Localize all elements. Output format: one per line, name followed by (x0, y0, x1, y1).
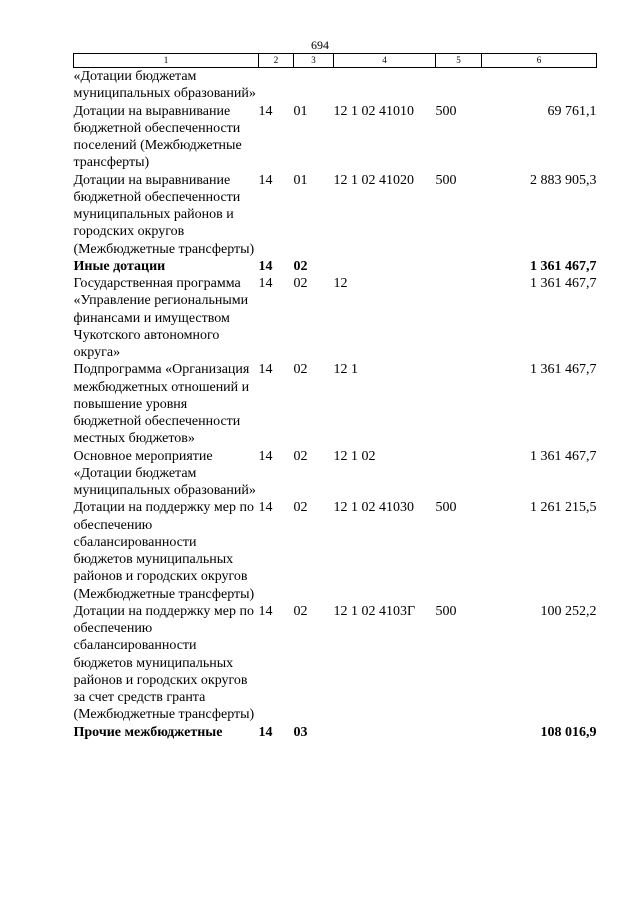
row-name: Подпрограмма «Организация межбюджетных отношений и повышение уровня бюджетной обеспеченности местных бюджетов» (73, 362, 250, 447)
row-section: 14 (258, 172, 273, 188)
table-row (74, 103, 597, 172)
row-csr: 12 1 02 (333, 448, 376, 464)
column-header-name: 1 (74, 54, 259, 68)
row-vr: 500 (435, 603, 457, 619)
row-section: 14 (258, 258, 273, 274)
row-vr (436, 68, 482, 103)
row-name: Дотации на поддержку мер по обеспечению сбалансированности бюджетов муниципальных районов и городских округов (Межбюджетные трансферты) (73, 500, 255, 602)
row-amount: 2 883 905,3 (530, 172, 597, 188)
row-amount: 1 361 467,7 (530, 276, 597, 291)
row-section: 14 (258, 362, 273, 378)
row-vr (436, 361, 482, 447)
row-csr (334, 724, 436, 741)
row-amount: 108 016,9 (540, 724, 597, 740)
table-row (74, 275, 597, 361)
column-header-vr: 5 (436, 54, 482, 68)
row-subsection: 02 (293, 258, 308, 274)
row-subsection: 02 (293, 500, 308, 516)
row-amount: 1 361 467,7 (530, 362, 597, 378)
table-row (74, 361, 597, 447)
row-vr (436, 724, 482, 741)
row-amount (482, 68, 597, 103)
table-body (74, 68, 597, 741)
row-csr (334, 258, 436, 275)
budget-table (73, 53, 597, 741)
row-vr: 500 (435, 500, 457, 516)
row-amount: 1 361 467,7 (530, 448, 597, 464)
row-csr: 12 1 02 41010 (333, 103, 414, 119)
row-csr: 12 1 02 41020 (333, 172, 414, 188)
row-subsection: 02 (293, 603, 308, 619)
row-csr: 12 1 (333, 362, 358, 378)
row-csr (334, 68, 436, 103)
table-row (74, 448, 597, 500)
column-header-amount: 6 (482, 54, 597, 68)
row-vr: 500 (435, 103, 457, 119)
row-name: Дотации на поддержку мер по обеспечению сбалансированности бюджетов муниципальных районов и городских округов за счет средств гранта (Межбюджетные трансферты) (73, 603, 255, 723)
column-number-row (74, 54, 597, 68)
row-subsection: 03 (293, 724, 308, 740)
page-number: 694 (311, 38, 329, 52)
row-amount: 69 761,1 (547, 103, 597, 119)
row-vr (436, 258, 482, 275)
row-csr: 12 1 02 41030 (333, 500, 414, 516)
table-header (74, 54, 597, 68)
row-vr (436, 275, 482, 361)
column-header-csr: 4 (334, 54, 436, 68)
row-name: Основное мероприятие «Дотации бюджетам муниципальных образований» (73, 448, 256, 498)
row-name: «Дотации бюджетам муниципальных образований» (73, 69, 256, 102)
table-row (74, 258, 597, 275)
row-subsection: 02 (293, 362, 308, 378)
row-subsection: 01 (293, 103, 308, 119)
row-subsection: 02 (293, 276, 308, 291)
row-amount: 100 252,2 (540, 603, 597, 619)
row-section: 14 (258, 103, 273, 119)
row-vr: 500 (435, 172, 457, 188)
row-section: 14 (258, 448, 273, 464)
table-row (74, 724, 597, 741)
column-header-section: 2 (259, 54, 294, 68)
table-row (74, 603, 597, 724)
row-subsection: 01 (293, 172, 308, 188)
row-name: Иные дотации (73, 258, 166, 274)
row-section: 14 (258, 724, 273, 740)
table-row (74, 499, 597, 603)
table-row (74, 172, 597, 258)
row-csr: 12 (333, 276, 348, 291)
table-row (74, 68, 597, 103)
row-amount: 1 361 467,7 (530, 258, 597, 274)
row-section: 14 (258, 603, 273, 619)
row-csr: 12 1 02 4103Г (333, 603, 416, 619)
row-section (259, 68, 294, 103)
row-name: Государственная программа «Управление региональными финансами и имуществом Чукотского автономного округа» (73, 276, 249, 360)
row-subsection: 02 (293, 448, 308, 464)
row-name: Прочие межбюджетные (73, 724, 223, 740)
row-section: 14 (258, 500, 273, 516)
row-name: Дотации на выравнивание бюджетной обеспеченности муниципальных районов и городских округов (Межбюджетные трансферты) (73, 172, 255, 257)
row-amount: 1 261 215,5 (530, 500, 597, 516)
column-header-subsection: 3 (294, 54, 334, 68)
row-section: 14 (258, 276, 273, 291)
row-name: Дотации на выравнивание бюджетной обеспеченности поселений (Межбюджетные трансферты) (73, 103, 242, 171)
row-vr (436, 448, 482, 500)
row-subsection (294, 68, 334, 103)
